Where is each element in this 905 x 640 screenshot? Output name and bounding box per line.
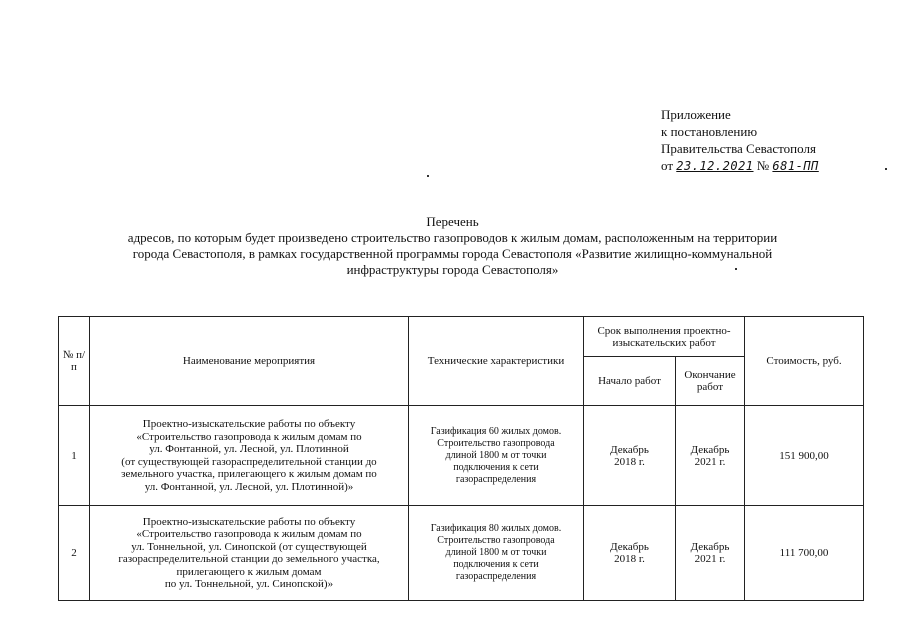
row-name-line: прилегающего к жилым домам xyxy=(176,565,322,578)
row-start-line: Декабрь xyxy=(610,541,649,553)
row-tech-line: Газификация 60 жилых домов. xyxy=(430,425,562,437)
row-name-line: ул. Фонтанной, ул. Лесной, ул. Плотинной xyxy=(149,443,349,455)
header-cost: Стоимость, руб. xyxy=(745,317,864,406)
row-start xyxy=(584,506,676,601)
row-name-line: земельного участка, прилегающего к жилым домам по xyxy=(121,468,377,480)
table-row xyxy=(59,406,864,506)
appendix-line-1: Приложение xyxy=(661,107,731,122)
row-name-line: Проектно-изыскательские работы по объекту xyxy=(142,515,356,528)
row-tech-line: длиной 1800 м от точки xyxy=(445,547,547,558)
header-name: Наименование мероприятия xyxy=(90,317,409,406)
row-name xyxy=(90,406,409,506)
appendix-line-3: Правительства Севастополя xyxy=(661,141,816,156)
row-tech xyxy=(409,406,584,506)
row-start-line: 2018 г. xyxy=(614,455,645,468)
row-number: 2 xyxy=(59,506,90,601)
row-tech xyxy=(409,506,584,601)
number-prefix: № xyxy=(756,158,770,173)
header-tech: Технические характеристики xyxy=(409,317,584,406)
row-name-line: (от существующей газораспределительной станции до xyxy=(121,455,377,468)
title-heading: Перечень xyxy=(426,214,479,229)
appendix-line-2: к постановлению xyxy=(661,124,758,139)
row-start-line: 2018 г. xyxy=(614,553,645,565)
title-line-3: инфраструктуры города Севастополя» xyxy=(346,262,559,277)
decree-date: 23.12.2021 xyxy=(676,159,754,173)
row-tech-line: газораспределения xyxy=(455,571,537,582)
scan-speck xyxy=(885,168,887,170)
row-start-line: Декабрь xyxy=(610,443,649,456)
row-tech-line: подключения к сети xyxy=(453,559,539,570)
row-name-line: газораспределительной станции до земельного участка, xyxy=(118,553,380,565)
row-end-line: 2021 г. xyxy=(694,455,726,468)
row-end xyxy=(676,406,745,506)
header-num: № п/п xyxy=(59,317,90,406)
scan-speck xyxy=(735,268,737,270)
header-period: Срок выполнения проектно-изыскательских работ xyxy=(584,317,745,357)
row-tech-line: длиной 1800 м от точки xyxy=(445,449,547,461)
row-name xyxy=(90,506,409,601)
row-end-line: Декабрь xyxy=(690,443,730,456)
row-name-line: Проектно-изыскательские работы по объекту xyxy=(142,418,356,430)
row-tech-line: Строительство газопровода xyxy=(437,535,555,546)
row-end xyxy=(676,506,745,601)
row-name-line: ул. Тоннельной, ул. Синопской (от существующей xyxy=(131,540,367,553)
row-name-line: «Строительство газопровода к жилым домам по xyxy=(136,528,362,540)
date-prefix: от xyxy=(661,158,674,173)
row-tech-line: Строительство газопровода xyxy=(437,437,555,449)
document-title xyxy=(60,214,845,278)
title-line-2: города Севастополя, в рамках государственной программы города Севастополя «Развитие жилищно-коммунальной xyxy=(132,246,773,261)
row-end-line: Декабрь xyxy=(690,541,730,553)
table-body xyxy=(59,406,864,601)
row-cost: 111 700,00 xyxy=(745,506,864,601)
table-row xyxy=(59,506,864,601)
row-end-line: 2021 г. xyxy=(694,553,726,565)
row-tech-line: подключения к сети xyxy=(453,461,539,473)
row-cost: 151 900,00 xyxy=(745,406,864,506)
row-start xyxy=(584,406,676,506)
header-start: Начало работ xyxy=(584,357,676,406)
row-tech-line: Газификация 80 жилых домов. xyxy=(430,523,562,534)
appendix-block xyxy=(661,106,819,175)
title-line-1: адресов, по которым будет произведено строительство газопроводов к жилым домам, расположенным на территории xyxy=(127,230,778,245)
row-name-line: ул. Фонтанной, ул. Лесной, ул. Плотинной)» xyxy=(144,480,354,493)
row-name-line: «Строительство газопровода к жилым домам по xyxy=(136,430,362,443)
decree-number: 681-ПП xyxy=(772,159,819,173)
works-table xyxy=(58,316,864,601)
row-number: 1 xyxy=(59,406,90,506)
row-name-line: по ул. Тоннельной, ул. Синопской)» xyxy=(164,578,334,590)
scan-speck xyxy=(427,175,429,177)
header-end: Окончание работ xyxy=(676,357,745,406)
row-tech-line: газораспределения xyxy=(455,473,537,485)
appendix-date-line xyxy=(661,157,819,175)
